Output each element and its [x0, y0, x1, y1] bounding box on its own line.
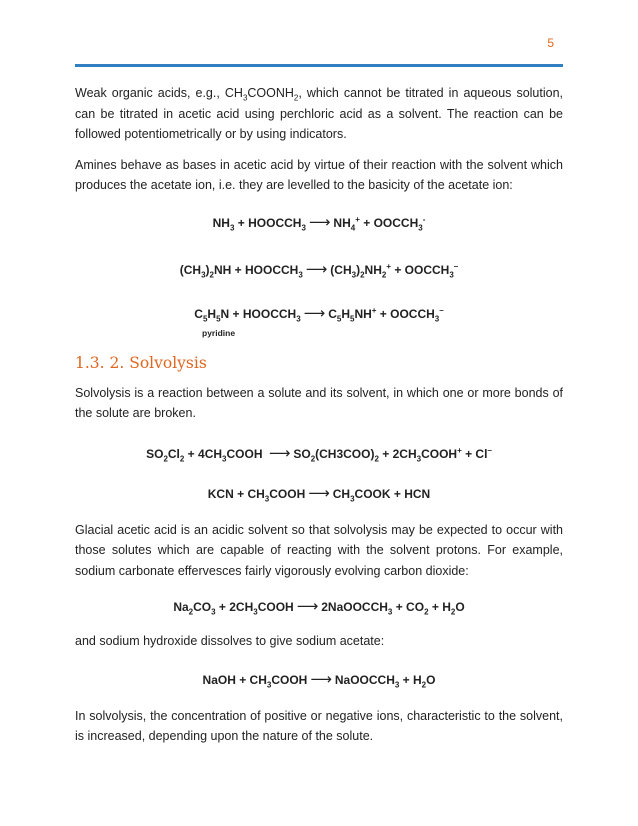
formula-text: COOH [269, 486, 306, 501]
formula-text: + HOOCCH [234, 215, 302, 230]
equation-reactants [194, 307, 300, 321]
equation-reactants [208, 487, 305, 501]
formula-subscript: 3 [298, 269, 303, 279]
inline-subscript: 3 [242, 93, 248, 103]
equation-products [321, 600, 465, 617]
formula-subscript: 3 [350, 493, 355, 503]
formula-text: O [426, 672, 436, 687]
equation-products [330, 263, 458, 277]
paragraph-weak-acids [75, 83, 563, 145]
formula-text: CO [193, 600, 212, 614]
formula-text: + H [428, 600, 451, 614]
equation-reactants [213, 216, 306, 230]
equation-sodium-hydroxide [75, 672, 563, 688]
paragraph-glacial-acetic: Glacial acetic acid is an acidic solvent so that solvolysis may be expected to occur with those solutes which are capable of reacting with the solvent protons. For example, sodium carbonate effervesces fairly vigorously evolving carbon dioxide: [75, 522, 563, 578]
formula-text: (CH [330, 262, 352, 277]
formula-text: NH [364, 262, 382, 277]
equation-products [333, 487, 430, 501]
formula-subscript: 3 [211, 607, 216, 617]
formula-text: Na [173, 600, 189, 614]
paragraph-solvolysis-definition: Solvolysis is a reaction between a solute and its solvent, in which one or more bonds of the solute are broken. [75, 385, 563, 420]
formula-text: 2NaOOCCH [321, 600, 388, 614]
formula-superscript: + [386, 261, 391, 271]
formula-subscript: 3 [449, 269, 454, 279]
formula-text: SO [293, 446, 311, 461]
formula-subscript: 2 [424, 607, 429, 617]
formula-subscript: 2 [188, 607, 194, 617]
formula-superscript: + [355, 214, 360, 224]
formula-text: COOH [271, 672, 308, 687]
equation-sulfuryl-chloride [75, 446, 563, 462]
formula-subscript: 2 [179, 453, 185, 463]
page-content [75, 83, 563, 747]
formula-subscript: 3 [229, 222, 235, 232]
formula-subscript: 5 [202, 313, 208, 323]
formula-text: C [194, 306, 203, 321]
formula-subscript: 3 [418, 222, 423, 232]
formula-subscript: 3 [434, 313, 440, 323]
equation-reactants [173, 600, 294, 617]
formula-text: (CH3COO) [315, 446, 375, 461]
formula-superscript: + [371, 305, 377, 315]
paragraph-ion-concentration: In solvolysis, the concentration of positive or negative ions, characteristic to the solvent, is increased, depending upon the nature of the solute. [75, 708, 563, 743]
formula-text: COOH [421, 446, 458, 461]
equation-ammonia [75, 215, 563, 231]
formula-text: NaOOCCH [334, 672, 395, 687]
page-number: 5 [547, 36, 554, 50]
reaction-arrow-icon: ⟶ [305, 260, 328, 278]
formula-subscript: 3 [387, 607, 393, 617]
formula-text: COOH [226, 446, 266, 461]
formula-subscript: 3 [301, 222, 306, 232]
paragraph-amines: Amines behave as bases in acetic acid by virtue of their reaction with the solvent which produces the acetate ion, i.e. they are levelled to the basicity of the acetate ion: [75, 157, 563, 192]
formula-subscript: 2 [209, 269, 214, 279]
formula-text: + H [399, 672, 422, 687]
equation-reactants [146, 447, 266, 461]
formula-subscript: 3 [351, 269, 357, 279]
formula-text: O [455, 600, 465, 614]
formula-text: N + HOOCCH [220, 306, 297, 321]
inline-subscript: 2 [293, 93, 299, 103]
formula-text: COOH [257, 600, 294, 614]
formula-text: NH + HOOCCH [213, 262, 299, 277]
formula-text: NH [333, 215, 351, 230]
formula-subscript: 3 [266, 679, 272, 689]
formula-subscript: 2 [450, 607, 456, 617]
formula-text: + Cl [461, 446, 488, 461]
formula-superscript: - [422, 214, 426, 224]
formula-subscript: 2 [381, 269, 387, 279]
formula-superscript: – [487, 445, 492, 455]
formula-subscript: 2 [421, 679, 427, 689]
equation-reactants [203, 673, 308, 687]
formula-text: + OOCCH [391, 262, 450, 277]
formula-subscript: 3 [201, 269, 206, 279]
formula-text: CH [332, 486, 351, 501]
formula-text: ) [205, 262, 210, 277]
formula-text: + 2CH [215, 600, 254, 614]
formula-subscript: 3 [264, 493, 270, 503]
formula-superscript: – [439, 305, 444, 315]
formula-text: NH [212, 215, 230, 230]
inline-text: , which cannot be titrated in aqueous solution, can be titrated in acetic acid using perchloric acid as a solvent. The reaction can be followed potentiometrically or by using indicators. [75, 86, 563, 141]
formula-superscript: + [457, 445, 462, 455]
formula-subscript: 3 [253, 607, 258, 617]
formula-subscript: 3 [222, 453, 227, 463]
reaction-arrow-icon: ⟶ [268, 444, 291, 462]
reaction-arrow-icon: ⟶ [310, 670, 332, 688]
equation-potassium-cyanide [75, 486, 563, 502]
formula-text: SO [146, 446, 164, 461]
formula-subscript: 3 [416, 453, 422, 463]
formula-subscript: 3 [394, 679, 400, 689]
formula-text: C [328, 306, 337, 321]
formula-text: COOK + HCN [354, 486, 431, 501]
formula-text: KCN + CH [207, 486, 265, 501]
formula-subscript: 4 [350, 222, 356, 232]
equation-dimethylamine [75, 262, 563, 278]
formula-superscript: – [453, 261, 459, 271]
equation-products [335, 673, 436, 687]
pyridine-label: pyridine [202, 327, 236, 338]
equation-products [328, 307, 444, 321]
equation-products [293, 447, 492, 461]
equation-reactants [180, 263, 303, 277]
reaction-arrow-icon: ⟶ [303, 304, 326, 322]
equation-products [333, 216, 425, 230]
formula-subscript: 2 [374, 453, 379, 463]
equation-pyridine [75, 306, 563, 322]
formula-text: + 2CH [378, 446, 417, 461]
section-heading: 1.3. 2. Solvolysis [75, 353, 207, 372]
formula-text: (CH [179, 262, 202, 277]
formula-subscript: 2 [360, 269, 365, 279]
formula-text: ) [356, 262, 361, 277]
reaction-arrow-icon: ⟶ [296, 598, 319, 615]
formula-text: + OOCCH [359, 215, 419, 230]
inline-text: Weak organic acids, e.g., CH [75, 86, 243, 100]
formula-text: Cl [167, 446, 180, 461]
formula-text: + OOCCH [376, 306, 435, 321]
formula-subscript: 5 [216, 313, 221, 323]
formula-subscript: 3 [296, 313, 301, 323]
formula-text: NH [354, 306, 372, 321]
reaction-arrow-icon: ⟶ [308, 484, 330, 502]
formula-subscript: 5 [349, 313, 355, 323]
equation-sodium-carbonate [75, 599, 563, 615]
header-rule [75, 64, 563, 67]
formula-subscript: 2 [163, 453, 168, 463]
formula-subscript: 2 [310, 453, 316, 463]
formula-text: + 4CH [184, 446, 223, 461]
formula-text: NaOH + CH [202, 672, 267, 687]
formula-text: H [207, 306, 217, 321]
inline-text: COONH [247, 86, 294, 100]
formula-subscript: 5 [336, 313, 342, 323]
formula-text: + CO [392, 600, 425, 614]
formula-text: H [341, 306, 350, 321]
paragraph-sodium-hydroxide: and sodium hydroxide dissolves to give sodium acetate: [75, 634, 385, 648]
reaction-arrow-icon: ⟶ [308, 213, 331, 231]
